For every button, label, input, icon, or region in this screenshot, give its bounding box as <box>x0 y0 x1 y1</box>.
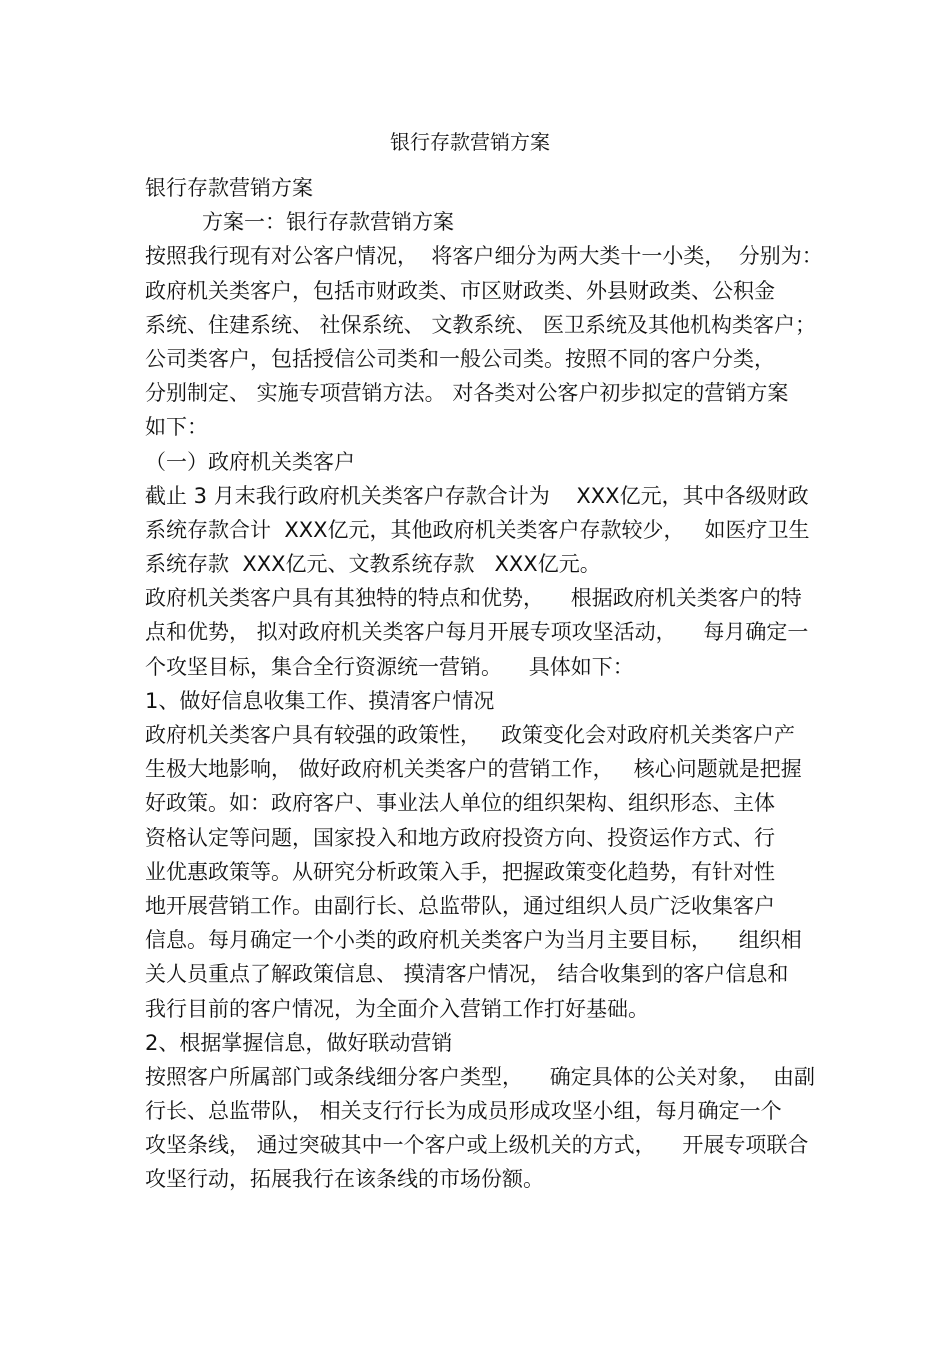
text-line: 政府机关类客户具有较强的政策性， 政策变化会对政府机关类客户产 <box>145 723 796 747</box>
text-line: 政府机关类客户，包括市财政类、市区财政类、外县财政类、公积金 <box>145 278 775 303</box>
text-line: 2、根据掌握信息，做好联动营销 <box>145 1030 453 1055</box>
text-line: 银行存款营销方案 <box>145 176 313 200</box>
text-line: 按照客户所属部门或条线细分客户类型， 确定具体的公关对象， 由副 <box>145 1064 816 1089</box>
text-line: 地开展营销工作。由副行长、总监带队，通过组织人员广泛收集客户 <box>145 893 775 918</box>
text-line: 攻坚条线， 通过突破其中一个客户或上级机关的方式， 开展专项联合 <box>145 1133 809 1158</box>
text-line: 行长、总监带队， 相关支行行长为成员形成攻坚小组，每月确定一个 <box>145 1099 782 1124</box>
document-title: 银行存款营销方案 <box>390 130 550 154</box>
text-line: 系统、住建系统、 社保系统、 文教系统、 医卫系统及其他机构类客户； <box>145 312 817 337</box>
text-line: 资格认定等问题，国家投入和地方政府投资方向、投资运作方式、行 <box>145 825 775 850</box>
text-line: （一）政府机关类客户 <box>145 449 355 474</box>
text-line: 截止 3 月末我行政府机关类客户存款合计为 XXX亿元，其中各级财政 <box>145 483 809 508</box>
text-line: 1、做好信息收集工作、摸清客户情况 <box>145 688 495 713</box>
text-line: 公司类客户，包括授信公司类和一般公司类。按照不同的客户分类， <box>145 346 775 371</box>
text-line: 点和优势， 拟对政府机关类客户每月开展专项攻坚活动， 每月确定一 <box>145 620 809 645</box>
document-body <box>145 171 825 1197</box>
text-line: 个攻坚目标，集合全行资源统一营销。 具体如下： <box>145 654 634 679</box>
text-line: 关人员重点了解政策信息、 摸清客户情况， 结合收集到的客户信息和 <box>145 962 789 987</box>
text-line: 我行目前的客户情况，为全面介入营销工作打好基础。 <box>145 996 649 1021</box>
text-line: 分别制定、 实施专项营销方法。 对各类对公客户初步拟定的营销方案 <box>145 381 789 406</box>
text-line: 系统存款 XXX亿元、文教系统存款 XXX亿元。 <box>145 552 601 577</box>
text-line: 按照我行现有对公客户情况， 将客户细分为两大类十一小类， 分别为： <box>145 244 823 269</box>
text-line: 好政策。如：政府客户、事业法人单位的组织架构、组织形态、主体 <box>145 791 775 816</box>
text-line: 系统存款合计 XXX亿元，其他政府机关类客户存款较少， 如医疗卫生 <box>145 517 810 542</box>
text-line: 业优惠政策等。从研究分析政策入手，把握政策变化趋势，有针对性 <box>145 859 775 884</box>
text-line: 如下： <box>145 415 208 440</box>
text-line: 生极大地影响， 做好政府机关类客户的营销工作， 核心问题就是把握 <box>145 757 802 782</box>
text-line: 方案一：银行存款营销方案 <box>202 210 454 235</box>
text-line: 政府机关类客户具有其独特的特点和优势， 根据政府机关类客户的特 <box>145 586 802 611</box>
text-line: 信息。每月确定一个小类的政府机关类客户为当月主要目标， 组织相 <box>145 928 802 953</box>
text-line: 攻坚行动，拓展我行在该条线的市场份额。 <box>145 1167 544 1192</box>
